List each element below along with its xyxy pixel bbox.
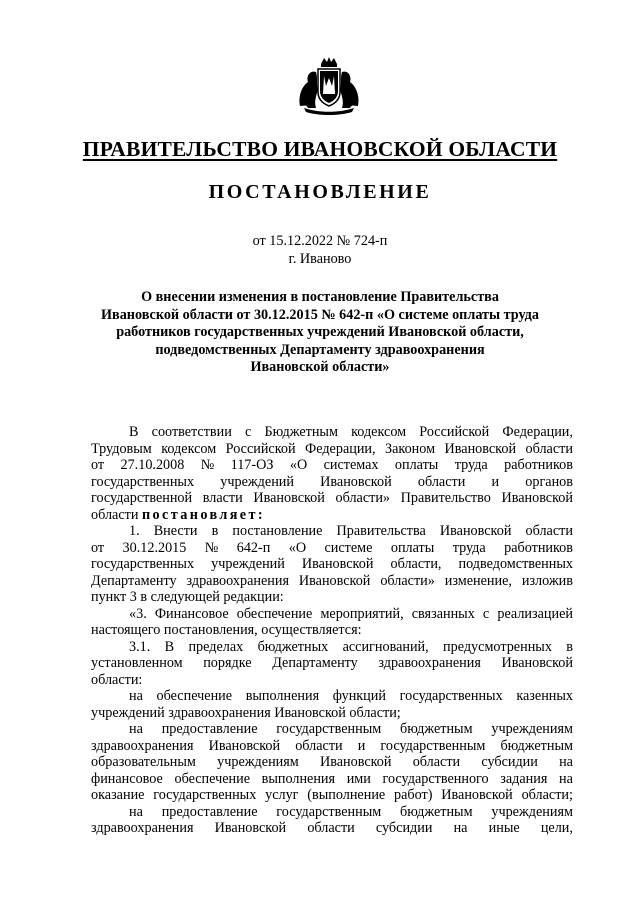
body-word: иные — [488, 820, 520, 836]
body-word: 117-ОЗ — [230, 457, 274, 473]
body-word: следующей — [150, 589, 224, 605]
body-word: Ивановской — [214, 820, 287, 836]
body-word: Финансовое — [154, 605, 229, 622]
body-word: здравоохранения — [91, 737, 194, 754]
subject-line: Ивановской области» — [250, 359, 390, 375]
body-word: области — [417, 473, 466, 490]
body-word: функций — [332, 688, 386, 704]
body-word: предоставление — [161, 721, 258, 737]
body-line — [91, 540, 573, 557]
body-word: учреждениям — [217, 754, 299, 770]
body-line — [91, 622, 573, 639]
body-word: субсидии — [375, 820, 433, 836]
body-word: здравоохранения — [378, 655, 481, 671]
body-word: Ивановской — [501, 490, 573, 506]
body-word: задания — [500, 770, 548, 787]
body-word: системах — [323, 457, 379, 473]
body-word: работ) — [394, 787, 433, 803]
body-word: области» — [380, 572, 435, 589]
body-word: редакции: — [223, 589, 284, 605]
body-line — [91, 771, 573, 788]
body-word: на — [129, 688, 143, 704]
body-word: на — [129, 803, 143, 820]
body-word: бюджетных — [257, 638, 329, 655]
body-word: Ивановской — [208, 737, 281, 754]
body-word: Трудовым — [91, 440, 152, 457]
body-word: Правительство — [400, 490, 491, 506]
subject-line: Ивановской области от 30.12.2015 № 642-п «О системе оплаты труда — [101, 306, 539, 323]
body-word: учреждениям — [491, 803, 573, 820]
body-word: области; — [521, 787, 573, 803]
body-word: с — [482, 605, 490, 622]
body-word: Российской — [419, 424, 490, 440]
body-word: соответствии — [151, 424, 232, 440]
body-word: Ивановской — [274, 704, 350, 721]
body-word: Внести — [153, 523, 198, 539]
body-word: казенных — [516, 688, 573, 704]
body-line — [91, 639, 573, 656]
body-word: области, — [390, 556, 442, 572]
body-line — [91, 787, 573, 804]
body-word: порядке — [203, 655, 252, 671]
body-word: ими — [346, 770, 371, 787]
body-line — [91, 589, 573, 606]
body-word: 1. — [129, 523, 140, 539]
body-word: государственного — [382, 770, 489, 787]
body-word: государственным — [380, 737, 486, 754]
body-word: труда — [454, 457, 488, 473]
body-word: постановления, — [163, 622, 262, 638]
body-word: государственным — [276, 803, 382, 820]
body-word: субсидии — [481, 754, 538, 770]
body-line — [91, 688, 573, 705]
body-word: учреждений — [220, 473, 294, 490]
body-line — [91, 507, 573, 524]
body-word: цели, — [540, 820, 573, 836]
body-line — [91, 804, 573, 821]
body-word: бюджетным — [400, 803, 473, 820]
body-word: связанных — [411, 605, 475, 622]
subject-line: подведомственных Департаменту здравоохранения — [155, 341, 485, 358]
body-word: выполнения — [261, 770, 336, 787]
body-line — [91, 721, 573, 738]
body-word: оплаты — [394, 457, 439, 473]
body-line — [91, 556, 573, 573]
body-word: изменение, — [444, 572, 512, 589]
body-word: предусмотренных — [443, 638, 552, 655]
body-word: 30.12.2015 — [122, 539, 187, 556]
body-word: Ивановской — [298, 572, 371, 589]
body-word: области — [295, 737, 343, 754]
body-word: 3 — [129, 589, 141, 605]
body-word: «3. — [129, 605, 147, 622]
body-line — [91, 672, 573, 689]
body-word: области» — [335, 490, 391, 506]
body-line — [91, 754, 573, 771]
body-word: на — [129, 721, 143, 737]
body-word: Ивановской — [301, 556, 374, 572]
body-line — [91, 523, 573, 540]
body-word: Ивановской — [444, 440, 517, 457]
date-and-number: от 15.12.2022 № 724-п — [252, 233, 388, 249]
body-word: труда — [452, 539, 486, 556]
body-word: 27.10.2008 — [120, 457, 185, 473]
document-meta — [0, 232, 640, 268]
body-word: «О — [288, 539, 307, 556]
body-word: с — [244, 424, 252, 440]
body-word: Ивановской — [253, 490, 325, 506]
body-word: органов — [525, 473, 573, 490]
body-word: Ивановской — [439, 523, 512, 539]
body-word: государственных — [91, 556, 195, 572]
body-word: государственной — [91, 490, 193, 506]
body-word: выполнения — [245, 688, 320, 704]
body-word: здравоохранения — [91, 820, 194, 836]
body-word: № — [200, 457, 215, 473]
body-word: «О — [289, 457, 308, 473]
body-word: в — [566, 638, 573, 655]
body-word: Департаменту — [272, 655, 358, 671]
body-word: работников — [504, 457, 573, 473]
body-word: государственных — [153, 787, 257, 803]
body-word: учреждений — [211, 556, 285, 572]
body-line — [91, 441, 573, 458]
body-word: здравоохранения — [186, 572, 289, 589]
body-line — [91, 424, 573, 441]
body-line — [91, 457, 573, 474]
body-word: установленном — [91, 655, 183, 671]
body-word: оказание — [91, 787, 145, 803]
body-word: Департаменту — [91, 572, 177, 589]
body-line — [91, 820, 573, 837]
body-word: мероприятий, — [320, 605, 404, 622]
body-word: и — [357, 737, 366, 754]
body-word: учреждениям — [491, 721, 573, 737]
document-type: ПОСТАНОВЛЕНИЕ — [208, 181, 432, 203]
resolution-word: постановляет: — [141, 506, 266, 523]
body-word: реализацией — [497, 605, 573, 622]
body-word: государственных — [91, 473, 195, 490]
body-word: кодексом — [161, 440, 217, 457]
body-word: работников — [504, 539, 573, 556]
body-word: № — [204, 539, 219, 556]
body-word: Федерации, — [502, 424, 573, 440]
body-word: Ивановской — [501, 655, 573, 671]
body-word: Правительства — [336, 523, 426, 539]
body-word: области — [525, 440, 573, 457]
subject-line: работников государственных учреждений Ивановской области, — [116, 324, 524, 340]
body-line — [91, 573, 573, 590]
body-word: учреждений — [91, 704, 169, 721]
body-word: пункт — [91, 589, 130, 605]
body-word: от — [91, 457, 105, 473]
body-word: бюджетным — [400, 721, 473, 737]
coat-of-arms-icon — [294, 56, 364, 116]
body-text: области — [91, 506, 139, 523]
document-subject — [60, 289, 580, 377]
body-word: кодексом — [351, 424, 407, 440]
body-word: пределах — [188, 638, 244, 655]
body-word: здравоохранения — [168, 704, 275, 721]
body-word: Ивановской — [319, 754, 392, 770]
body-word: осуществляется: — [261, 622, 362, 638]
document-body — [91, 424, 573, 837]
body-word: ассигнований, — [342, 638, 429, 655]
body-word: настоящего — [91, 622, 164, 638]
government-title: ПРАВИТЕЛЬСТВО ИВАНОВСКОЙ ОБЛАСТИ — [82, 137, 558, 161]
body-word: Ивановской — [441, 787, 513, 803]
body-word: на — [453, 820, 468, 836]
body-word: Бюджетным — [264, 424, 338, 440]
body-word: образовательным — [91, 754, 196, 770]
body-word: от — [91, 539, 105, 556]
city: г. Иваново — [288, 251, 352, 267]
body-word: 642-п — [236, 539, 271, 556]
body-word: области — [525, 523, 573, 539]
body-word: оплаты — [390, 539, 435, 556]
body-word: Ивановской — [320, 473, 392, 490]
body-line — [91, 738, 573, 755]
body-word: и — [491, 473, 500, 490]
body-word: 3.1. — [129, 638, 151, 655]
body-line — [91, 655, 573, 672]
subject-line: О внесении изменения в постановление Правительства — [141, 289, 499, 305]
body-word: обеспечение — [236, 605, 313, 622]
body-word: постановление — [232, 523, 323, 539]
body-line — [91, 490, 573, 507]
body-word: (выполнение — [307, 787, 386, 803]
body-word: В — [164, 638, 175, 655]
body-word: Законом — [385, 440, 436, 457]
body-line — [91, 474, 573, 491]
body-line — [91, 705, 573, 722]
body-word: предоставление — [161, 803, 258, 820]
body-word: власти — [202, 490, 243, 506]
body-word: финансовое — [91, 770, 163, 787]
body-word: Российской — [225, 440, 296, 457]
body-word: обеспечение — [174, 770, 250, 787]
body-word: в — [211, 523, 219, 539]
body-word: государственных — [399, 688, 503, 704]
body-line — [91, 606, 573, 623]
body-word: бюджетным — [500, 737, 573, 754]
body-word: области — [307, 820, 355, 836]
body-word: на — [559, 754, 573, 770]
body-word: на — [559, 770, 573, 787]
body-word: В — [129, 424, 139, 440]
body-word: услуг — [265, 787, 299, 803]
body-word: области — [412, 754, 461, 770]
body-word: государственным — [276, 721, 382, 737]
body-word: в — [140, 589, 151, 605]
body-word: системе — [324, 539, 373, 556]
body-word: обеспечение — [156, 688, 233, 704]
body-word: Федерации, — [305, 440, 376, 457]
body-word: изложив — [521, 572, 573, 589]
body-word: подведомственных — [458, 556, 573, 572]
body-word: области: — [91, 671, 143, 688]
body-word: области; — [349, 704, 401, 721]
